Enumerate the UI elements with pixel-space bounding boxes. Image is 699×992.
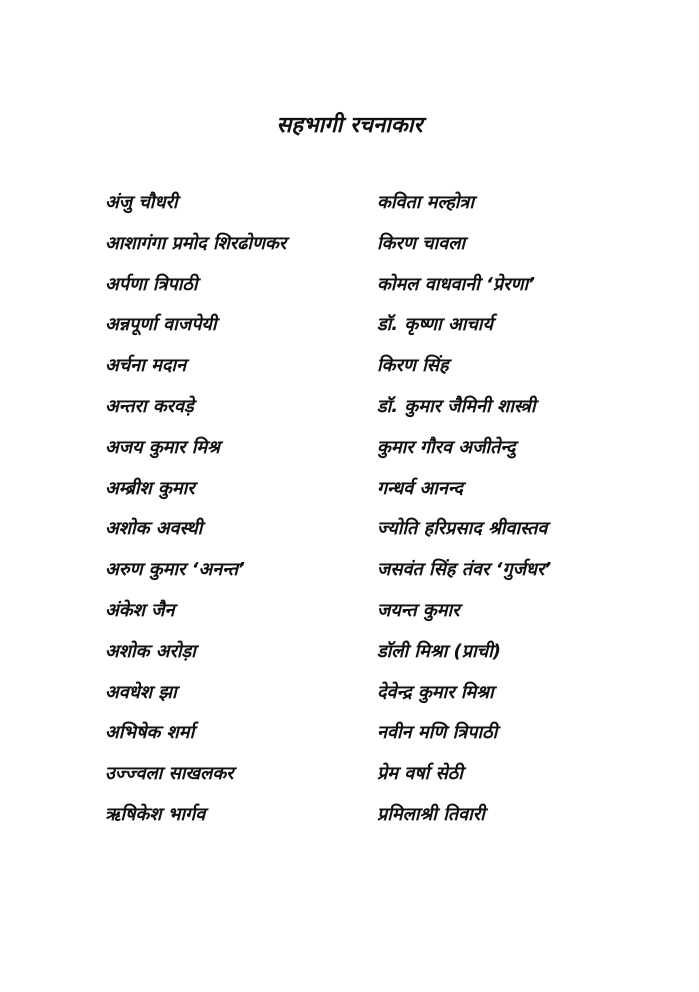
contributor-row bbox=[105, 798, 625, 839]
contributor-name-left: उज्ज्वला साखलकर bbox=[105, 763, 234, 785]
contributor-name-right: किरण सिंह bbox=[377, 355, 449, 377]
contributor-name-left: अभिषेक शर्मा bbox=[105, 722, 195, 744]
contributor-name-left: अन्नपूर्णा वाजपेयी bbox=[105, 314, 217, 336]
contributor-name-left: अवधेश झा bbox=[105, 681, 177, 703]
contributor-name-right: डॉली मिश्रा (प्राची) bbox=[377, 640, 501, 662]
contributor-name-left: अजय कुमार मिश्र bbox=[105, 436, 220, 458]
contributor-row bbox=[105, 431, 625, 472]
contributor-name-left: आशागंगा प्रमोद शिरढोणकर bbox=[105, 232, 287, 254]
contributor-row bbox=[105, 472, 625, 513]
contributor-name-left: ऋषिकेश भार्गव bbox=[105, 803, 206, 825]
contributor-name-left: अन्तरा करवड़े bbox=[105, 395, 194, 417]
contributor-list bbox=[105, 186, 625, 839]
contributor-name-left: अरुण कुमार ‘अनन्त’ bbox=[105, 559, 245, 581]
contributor-row bbox=[105, 594, 625, 635]
contributor-row bbox=[105, 227, 625, 268]
contributor-name-right: प्रेम वर्षा सेठी bbox=[377, 763, 463, 785]
contributor-row bbox=[105, 553, 625, 594]
contributor-name-left: अर्चना मदान bbox=[105, 355, 187, 377]
contributor-row bbox=[105, 716, 625, 757]
contributor-row bbox=[105, 635, 625, 676]
contributor-row bbox=[105, 186, 625, 227]
contributor-name-right: गन्धर्व आनन्द bbox=[377, 477, 463, 499]
contributor-row bbox=[105, 757, 625, 798]
contributor-name-right: कोमल वाधवानी ‘प्रेरणा’ bbox=[377, 273, 536, 295]
contributor-name-right: डॉ. कुमार जैमिनी शास्त्री bbox=[377, 395, 536, 417]
contributor-name-left: अर्पणा त्रिपाठी bbox=[105, 273, 198, 295]
contributor-name-right: जयन्त कुमार bbox=[377, 599, 460, 621]
contributor-row bbox=[105, 512, 625, 553]
contributor-row bbox=[105, 349, 625, 390]
contributor-row bbox=[105, 308, 625, 349]
contributor-name-left: अशोक अरोड़ा bbox=[105, 640, 196, 662]
contributor-name-right: किरण चावला bbox=[377, 232, 466, 254]
contributor-row bbox=[105, 676, 625, 717]
contributor-name-right: नवीन मणि त्रिपाठी bbox=[377, 722, 498, 744]
contributor-name-right: प्रमिलाश्री तिवारी bbox=[377, 803, 485, 825]
contributor-name-left: अंकेश जैन bbox=[105, 599, 175, 621]
contributor-name-right: ज्योति हरिप्रसाद श्रीवास्तव bbox=[377, 518, 548, 540]
contributor-name-right: डॉ. कृष्णा आचार्य bbox=[377, 314, 493, 336]
contributor-row bbox=[105, 268, 625, 309]
contributor-name-right: कुमार गौरव अजीतेन्दु bbox=[377, 436, 516, 458]
contributor-name-left: अम्ब्रीश कुमार bbox=[105, 477, 195, 499]
contributor-name-left: अशोक अवस्थी bbox=[105, 518, 203, 540]
contributor-name-right: देवेन्द्र कुमार मिश्रा bbox=[377, 681, 494, 703]
contributor-name-right: कविता मल्होत्रा bbox=[377, 192, 475, 213]
contributor-name-right: जसवंत सिंह तंवर ‘गुर्जधर’ bbox=[377, 559, 552, 581]
page-title: सहभागी रचनाकार bbox=[276, 113, 423, 138]
contributor-name-left: अंजु चौधरी bbox=[105, 192, 178, 213]
contributor-row bbox=[105, 390, 625, 431]
